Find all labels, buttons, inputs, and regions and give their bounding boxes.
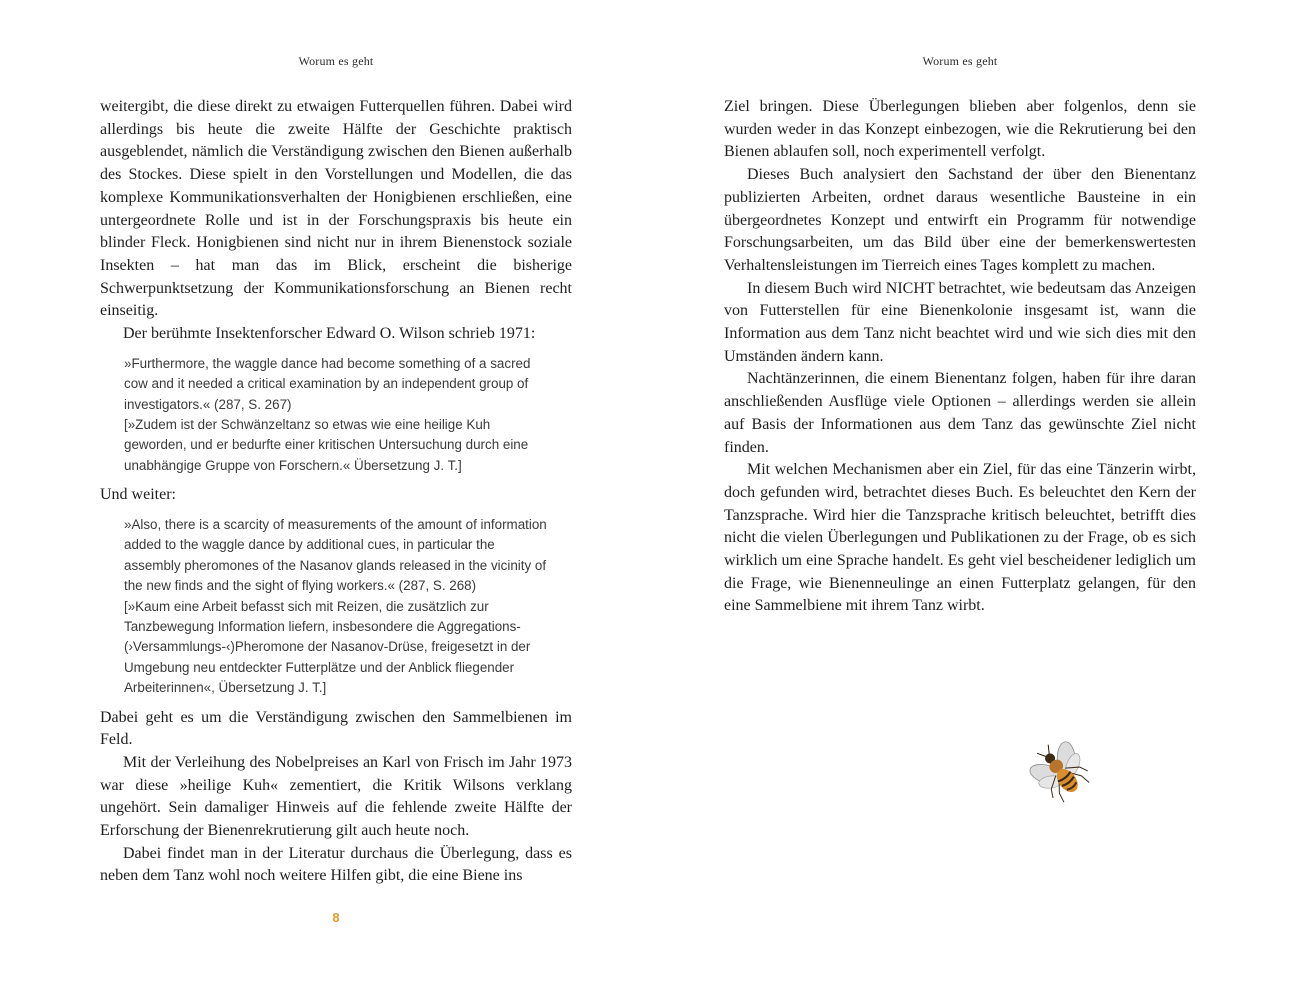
running-head-left: Worum es geht	[298, 54, 374, 68]
quote-translation: [»Zudem ist der Schwänzeltanz so etwas wie eine heilige Kuh geworden, und er bedurfte einer kritischen Untersuchung durch eine unabhängige Gruppe von Forschern.« Übersetzung J. T.]	[124, 416, 529, 473]
right-body-text	[724, 96, 1196, 618]
quote-translation: [»Kaum eine Arbeit befasst sich mit Reizen, die zusätzlich zur Tanzbewegung Information liefern, insbesondere die Aggregations- (›Versammlungs-‹)Pheromone der Nasanov-Drüse, freigesetzt in der Umgebung neu entdeckter Futterplätze und der Anblick fliegender Arbeiterinnen«, Übersetzung J. T.]	[124, 598, 531, 696]
right-page	[660, 0, 1295, 1000]
block-quote-wilson-2	[124, 515, 552, 699]
paragraph: Mit der Verleihung des Nobelpreises an Karl von Frisch im Jahr 1973 war diese »heilige Kuh« zementiert, die Kritik Wilsons verklang ungehört. Sein damaliger Hinweis auf die fehlende zweite Hälfte der Erforschung der Bienenrekrutierung gilt auch heute noch.	[100, 753, 572, 840]
paragraph: Nachtänzerinnen, die einem Bienentanz folgen, haben für ihre daran anschließenden Ausflüge viele Optionen – allerdings werden sie allein auf Basis der Informationen aus dem Tanz das gewünschte Ziel nicht finden.	[724, 370, 1196, 456]
paragraph: Mit welchen Mechanismen aber ein Ziel, für das eine Tänzerin wirbt, doch gefunden wird, betrachtet dieses Buch. Es beleuchtet den Kern der Tanzsprache. Wird hier die Tanzsprache kritisch beleuchtet, betrifft dies nicht die vielen Überlegungen und Publikationen zu der Frage, ob es sich wirklich um eine Sprache handelt. Es geht viel bescheidener lediglich um die Frage, wie Bienenneulinge an einen Futterplatz gelangen, für den eine Sammelbiene mit ihrem Tanz wirbt.	[724, 461, 1196, 615]
left-body-text	[100, 96, 572, 888]
paragraph: Dabei geht es um die Verständigung zwischen den Sammelbienen im Feld.	[100, 708, 572, 749]
paragraph: weitergibt, die diese direkt zu etwaigen Futterquellen führen. Dabei wird allerdings bis heute die zweite Hälfte der Geschichte praktisch ausgeblendet, nämlich die Verständigung zwischen den Bienen außerhalb des Stockes. Diese spielt in den Vorstellungen und Modellen, die das komplexe Kommunikationsverhalten der Honigbienen erschließen, eine untergeordnete Rolle und ist in der Forschungspraxis bis heute ein blinder Fleck. Honigbienen sind nicht nur in ihrem Bienenstock soziale Insekten – hat man das im Blick, erscheint die bisherige Schwerpunktsetzung der Kommunikationsforschung an Bienen recht einseitig.	[100, 98, 572, 320]
paragraph: Dieses Buch analysiert den Sachstand der über den Bienentanz publizierten Arbeiten, ordnet daraus wesentliche Bausteine in ein übergeordnetes Konzept und entwirft ein Programm für notwendige Forschungsarbeiten, um das Bild über eine der bemerkenswertesten Verhaltensleistungen im Tierreich eines Tages komplett zu machen.	[724, 166, 1196, 274]
bee-illustration-icon	[1025, 737, 1101, 813]
block-quote-wilson-1	[124, 354, 552, 476]
running-head-right: Worum es geht	[922, 54, 998, 68]
paragraph: Und weiter:	[100, 486, 176, 504]
paragraph: Der berühmte Insektenforscher Edward O. Wilson schrieb 1971:	[123, 325, 536, 343]
quote-original: »Furthermore, the waggle dance had become something of a sacred cow and it needed a critical examination by an independent group of investigators.« (287, S. 267)	[124, 355, 531, 412]
paragraph: In diesem Buch wird NICHT betrachtet, wie bedeutsam das Anzeigen von Futterstellen für eine Bienenkolonie insgesamt ist, wann die Information aus dem Tanz nicht beachtet wird und wie sich dies mit den Umständen ändern kann.	[724, 279, 1196, 365]
paragraph: Ziel bringen. Diese Überlegungen blieben aber folgenlos, denn sie wurden weder in das Konzept einbezogen, wie die Rekrutierung bei den Bienen ablaufen soll, noch experimentell verfolgt.	[724, 98, 1196, 161]
quote-original: »Also, there is a scarcity of measurements of the amount of information added to the waggle dance by additional cues, in particular the assembly pheromones of the Nasanov glands released in the vicinity of the new finds and the sight of flying workers.« (287, S. 268)	[124, 516, 547, 594]
paragraph: Dabei findet man in der Literatur durchaus die Überlegung, dass es neben dem Tanz wohl noch weitere Hilfen gibt, die eine Biene ins	[100, 844, 572, 885]
page-number: 8	[332, 910, 340, 925]
